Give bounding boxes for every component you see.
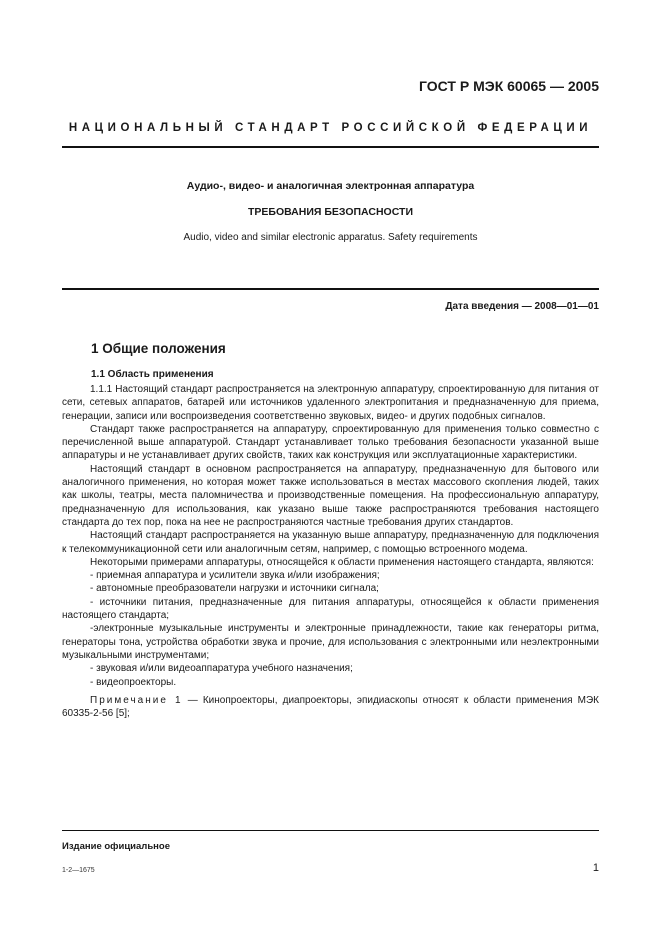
section-heading: 1 Общие положения bbox=[91, 341, 226, 356]
note bbox=[62, 694, 599, 721]
section-body bbox=[62, 383, 599, 720]
note-text: — Кинопроекторы, диапроекторы, эпидиаскопы относят к области применения МЭК 60335-2-56 [5]; bbox=[62, 694, 599, 720]
intro-date: Дата введения — 2008—01—01 bbox=[445, 301, 599, 312]
page-number: 1 bbox=[592, 862, 599, 874]
official-edition-label: Издание официальное bbox=[62, 841, 170, 852]
paragraph: 1.1.1 Настоящий стандарт распространяется на электронную аппаратуру, спроектированную для питания от сети, сетевых аппаратов, батарей или источников удаленного электропитания и предназначенную для приема, генерации, записи или воспроизведения соответственно звуковых, видео- и других подобных сигналов. bbox=[62, 384, 599, 422]
paragraph: Стандарт также распространяется на аппаратуру, спроектированную для применения только совместно с перечисленной выше аппаратурой. Стандарт устанавливает только требования безопасности указанной выше аппаратуры и не устанавливает других свойств, таких как конструкция или эксплуатационные характеристики. bbox=[62, 423, 599, 462]
list-item: - звуковая и/или видеоаппаратура учебного назначения; bbox=[90, 663, 353, 675]
list-item: - приемная аппаратура и усилители звука и/или изображения; bbox=[90, 570, 380, 582]
document-subtitle: ТРЕБОВАНИЯ БЕЗОПАСНОСТИ bbox=[247, 206, 413, 218]
document-title-english: Audio, video and similar electronic apparatus. Safety requirements bbox=[183, 232, 478, 243]
paragraph: Настоящий стандарт в основном распространяется на аппаратуру, предназначенную для бытового или аналогичного применения, но которая может также использоваться в местах массового скопления людей, таких как школы, театры, места паломничества и производственные помещения. На профессиональную аппаратуру, предназначенную для использования, как указано выше также распространяются требования настоящего стандарта до тех пор, пока на нее не распространяются частные требования других стандартов. bbox=[62, 463, 599, 528]
paragraph: Настоящий стандарт распространяется на указанную выше аппаратуру, предназначенную для подключения к телекоммуникационной сети или аналогичным сетям, например, с помощью встроенного модема. bbox=[62, 530, 599, 555]
paragraph: Некоторыми примерами аппаратуры, относящейся к области применения настоящего стандарта, являются: bbox=[90, 556, 594, 568]
list-item: - источники питания, предназначенные для питания аппаратуры, относящейся к области применения настоящего стандарта; bbox=[62, 596, 599, 622]
title-divider bbox=[62, 288, 599, 290]
list-item: - видеопроекторы. bbox=[90, 676, 177, 688]
note-label: Примечание 1 bbox=[90, 694, 183, 706]
footer-divider bbox=[62, 830, 599, 831]
subsection-heading: 1.1 Область применения bbox=[91, 369, 214, 380]
national-standard-banner: НАЦИОНАЛЬНЫЙ СТАНДАРТ РОССИЙСКОЙ ФЕДЕРАЦИИ bbox=[68, 122, 593, 134]
standard-code: ГОСТ Р МЭК 60065 — 2005 bbox=[419, 78, 599, 94]
header-divider bbox=[62, 146, 599, 148]
document-title: Аудио-, видео- и аналогичная электронная аппаратура bbox=[186, 180, 475, 192]
print-code: 1-2—1675 bbox=[62, 867, 95, 874]
list-item: - автономные преобразователи нагрузки и источники сигнала; bbox=[90, 583, 379, 595]
list-item: -электронные музыкальные инструменты и электронные принадлежности, такие как генераторы ритма, генераторы тона, устройства обработки звука и прочие, для использования с электронными или неэлектронными музыкальными инструментами; bbox=[62, 623, 599, 661]
